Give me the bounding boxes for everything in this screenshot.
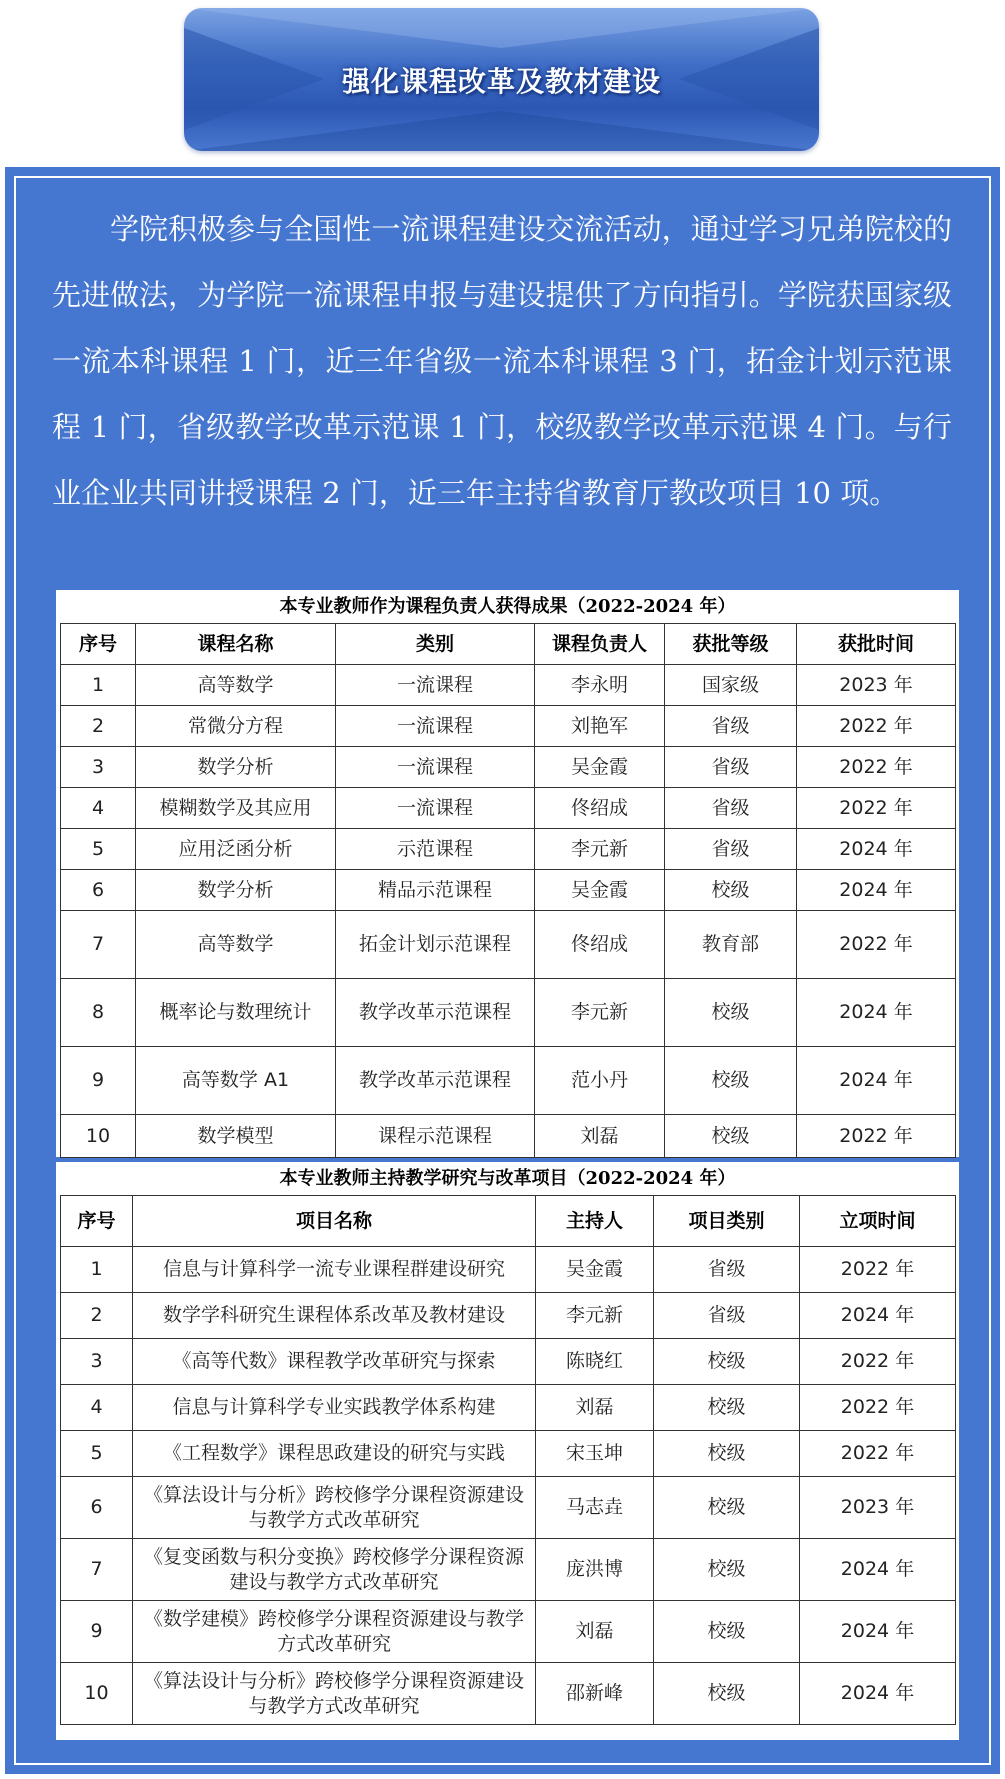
table-row [61,1385,956,1431]
table-cell: 校级 [654,1431,800,1477]
table2-header-row [61,1196,956,1247]
research-projects-table-box [56,1162,959,1740]
table-cell: 4 [61,1385,133,1431]
table-cell: 省级 [654,1293,800,1339]
table-row [61,1339,956,1385]
table-cell: 《高等代数》课程教学改革研究与探索 [133,1339,536,1385]
table-cell: 校级 [654,1477,800,1539]
table-cell: 2024 年 [800,1293,956,1339]
table-cell: 3 [61,747,136,788]
table-cell: 10 [61,1115,136,1158]
table-cell: 7 [61,1539,133,1601]
table-cell: 《数学建模》跨校修学分课程资源建设与教学方式改革研究 [133,1601,536,1663]
table-cell: 2022 年 [800,1247,956,1293]
table-row [61,1477,956,1539]
table-row [61,1247,956,1293]
table-cell: 校级 [665,1047,797,1115]
table-cell: 2024 年 [800,1601,956,1663]
table-cell: 佟绍成 [535,788,665,829]
table-cell: 2024 年 [797,1047,956,1115]
table-cell: 教育部 [665,911,797,979]
banner-title: 强化课程改革及教材建设 [341,64,661,98]
table-cell: 数学模型 [136,1115,336,1158]
table-cell: 2022 年 [797,747,956,788]
table-row [61,979,956,1047]
table-cell: 省级 [665,788,797,829]
table-cell: 2023 年 [800,1477,956,1539]
table-row [61,747,956,788]
table-cell: 信息与计算科学一流专业课程群建设研究 [133,1247,536,1293]
table-cell: 3 [61,1339,133,1385]
table-cell: 校级 [665,870,797,911]
table-cell: 4 [61,788,136,829]
table-cell: 精品示范课程 [336,870,535,911]
table-cell: 2024 年 [797,870,956,911]
table-row [61,1663,956,1725]
table-row [61,1539,956,1601]
table2-header-cell: 项目类别 [654,1196,800,1247]
table-cell: 教学改革示范课程 [336,979,535,1047]
table-cell: 概率论与数理统计 [136,979,336,1047]
table-cell: 9 [61,1601,133,1663]
table-cell: 数学分析 [136,747,336,788]
table-cell: 2022 年 [797,911,956,979]
table-cell: 校级 [654,1663,800,1725]
table-cell: 1 [61,1247,133,1293]
table-cell: 2024 年 [797,829,956,870]
table-cell: 李元新 [536,1293,654,1339]
table-cell: 7 [61,911,136,979]
table-cell: 高等数学 [136,911,336,979]
table1-header-row [61,624,956,665]
table-cell: 6 [61,870,136,911]
table-cell: 2024 年 [797,979,956,1047]
table-cell: 校级 [654,1339,800,1385]
table-row [61,788,956,829]
table-cell: 信息与计算科学专业实践教学体系构建 [133,1385,536,1431]
table-cell: 高等数学 [136,665,336,706]
table-cell: 刘磊 [535,1115,665,1158]
table-cell: 数学分析 [136,870,336,911]
table-row [61,1293,956,1339]
table1-header-cell: 类别 [336,624,535,665]
table-row [61,665,956,706]
table-row [61,1601,956,1663]
table-cell: 刘磊 [536,1601,654,1663]
table-cell: 《算法设计与分析》跨校修学分课程资源建设与教学方式改革研究 [133,1477,536,1539]
research-projects-table [60,1195,956,1725]
table-row [61,1115,956,1158]
table-cell: 教学改革示范课程 [336,1047,535,1115]
table-cell: 校级 [654,1385,800,1431]
table-cell: 2024 年 [800,1663,956,1725]
table1-header-cell: 课程负责人 [535,624,665,665]
table1-header-cell: 序号 [61,624,136,665]
table-cell: 一流课程 [336,788,535,829]
table-cell: 校级 [665,979,797,1047]
table-cell: 《工程数学》课程思政建设的研究与实践 [133,1431,536,1477]
table-cell: 拓金计划示范课程 [336,911,535,979]
table1-header-cell: 获批时间 [797,624,956,665]
table-cell: 吴金霞 [536,1247,654,1293]
table-row [61,870,956,911]
table-cell: 2022 年 [800,1339,956,1385]
table-cell: 一流课程 [336,747,535,788]
table-cell: 省级 [665,706,797,747]
table-cell: 刘艳军 [535,706,665,747]
table-cell: 李元新 [535,829,665,870]
table-cell: 1 [61,665,136,706]
table-cell: 模糊数学及其应用 [136,788,336,829]
table-row [61,911,956,979]
table-cell: 应用泛函分析 [136,829,336,870]
table2-header-cell: 项目名称 [133,1196,536,1247]
table2-caption: 本专业教师主持教学研究与改革项目（2022-2024 年） [279,1168,736,1189]
table-cell: 5 [61,1431,133,1477]
table-cell: 吴金霞 [535,747,665,788]
table-cell: 陈晓红 [536,1339,654,1385]
table-cell: 5 [61,829,136,870]
table1-body [61,665,956,1158]
table-cell: 2024 年 [800,1539,956,1601]
table-cell: 马志垚 [536,1477,654,1539]
table2-body [61,1247,956,1725]
table-cell: 李永明 [535,665,665,706]
course-achievements-table [60,623,956,1158]
table-cell: 2022 年 [800,1385,956,1431]
table-cell: 2 [61,1293,133,1339]
table-cell: 8 [61,979,136,1047]
table-cell: 《复变函数与积分变换》跨校修学分课程资源建设与教学方式改革研究 [133,1539,536,1601]
table-cell: 数学学科研究生课程体系改革及教材建设 [133,1293,536,1339]
table-cell: 省级 [654,1247,800,1293]
table-cell: 佟绍成 [535,911,665,979]
table-cell: 10 [61,1663,133,1725]
table-cell: 2 [61,706,136,747]
table-cell: 9 [61,1047,136,1115]
table-cell: 示范课程 [336,829,535,870]
table-row [61,1431,956,1477]
table-cell: 刘磊 [536,1385,654,1431]
table-cell: 2022 年 [797,788,956,829]
table-row [61,1047,956,1115]
title-banner [184,8,819,151]
table-cell: 邵新峰 [536,1663,654,1725]
intro-paragraph: 学院积极参与全国性一流课程建设交流活动，通过学习兄弟院校的先进做法，为学院一流课程申报与建设提供了方向指引。学院获国家级一流本科课程 1 门，近三年省级一流本科课程 3 门，拓金计划示范课程 1 门，省级教学改革示范课 1 门，校级教学改革示范课 4 门。与行业企业共同讲授课程 2 门，近三年主持省教育厅教改项目 10 项。 [52,212,952,510]
table-cell: 省级 [665,829,797,870]
table-cell: 李元新 [535,979,665,1047]
table-cell: 《算法设计与分析》跨校修学分课程资源建设与教学方式改革研究 [133,1663,536,1725]
table1-header-cell: 课程名称 [136,624,336,665]
table-cell: 范小丹 [535,1047,665,1115]
table-cell: 校级 [665,1115,797,1158]
table-cell: 2023 年 [797,665,956,706]
table-cell: 课程示范课程 [336,1115,535,1158]
table-cell: 校级 [654,1601,800,1663]
table-cell: 校级 [654,1539,800,1601]
table2-header-cell: 主持人 [536,1196,654,1247]
table-cell: 一流课程 [336,706,535,747]
table-cell: 一流课程 [336,665,535,706]
table1-header-cell: 获批等级 [665,624,797,665]
course-achievements-table-box [56,590,959,1157]
table-cell: 宋玉坤 [536,1431,654,1477]
table-cell: 吴金霞 [535,870,665,911]
table-cell: 6 [61,1477,133,1539]
table-row [61,706,956,747]
table2-header-cell: 序号 [61,1196,133,1247]
table-row [61,829,956,870]
table-cell: 常微分方程 [136,706,336,747]
table-cell: 庞洪博 [536,1539,654,1601]
table-cell: 高等数学 A1 [136,1047,336,1115]
table2-header-cell: 立项时间 [800,1196,956,1247]
table-cell: 2022 年 [797,1115,956,1158]
table-cell: 国家级 [665,665,797,706]
table-cell: 2022 年 [797,706,956,747]
table-cell: 省级 [665,747,797,788]
table1-caption: 本专业教师作为课程负责人获得成果（2022-2024 年） [279,596,736,617]
table-cell: 2022 年 [800,1431,956,1477]
